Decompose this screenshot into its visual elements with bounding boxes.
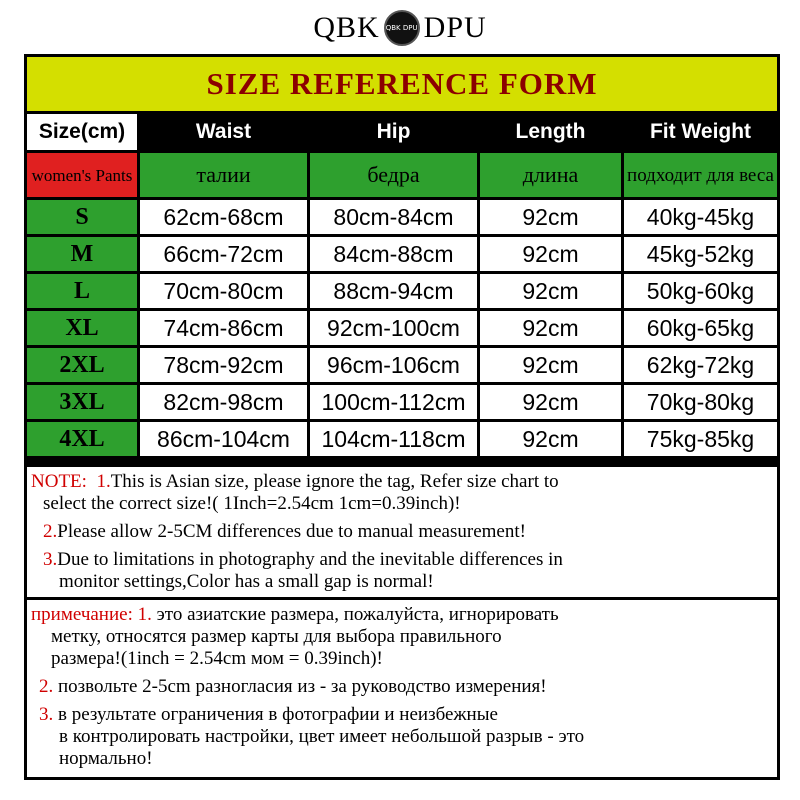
- hip-value: 96cm-106cm: [310, 348, 477, 382]
- table-row: [27, 348, 777, 382]
- size-label: 2XL: [27, 348, 137, 382]
- header-size: Size(cm): [27, 114, 137, 150]
- length-value: 92cm: [480, 274, 621, 308]
- hip-value: 104cm-118cm: [310, 422, 477, 456]
- hip-value: 80cm-84cm: [310, 200, 477, 234]
- table-row: [27, 237, 777, 271]
- ru-note-2-line: [39, 676, 547, 698]
- size-label: 4XL: [27, 422, 137, 456]
- ru-note-1-line-a: [31, 604, 559, 626]
- table-row: [27, 274, 777, 308]
- note-1-num: 1.: [96, 471, 111, 492]
- weight-value: 60kg-65kg: [624, 311, 777, 345]
- size-label: 3XL: [27, 385, 137, 419]
- hip-value: 92cm-100cm: [310, 311, 477, 345]
- ru-note-3-num: 3.: [39, 704, 54, 725]
- russian-notes: [27, 600, 777, 777]
- title-banner: [27, 57, 777, 111]
- note-label: NOTE:: [31, 471, 87, 492]
- hip-value: 100cm-112cm: [310, 385, 477, 419]
- size-chart-frame: [24, 54, 780, 780]
- note-1-text-a: This is Asian size, please ignore the tag, Refer size chart to: [110, 471, 559, 492]
- length-value: 92cm: [480, 385, 621, 419]
- ru-note-label: примечание: 1.: [31, 604, 152, 625]
- length-value: 92cm: [480, 422, 621, 456]
- size-label: XL: [27, 311, 137, 345]
- header-row: [27, 114, 777, 150]
- waist-value: 74cm-86cm: [140, 311, 307, 345]
- note-1-line-a: [31, 471, 559, 493]
- header-waist: Waist: [140, 114, 307, 150]
- ru-note-1-text-a: это азиатские размера, пожалуйста, игнорировать: [156, 604, 559, 625]
- ru-note-3-text-b: в контролировать настройки, цвет имеет небольшой разрыв - это: [59, 726, 585, 747]
- page-title: SIZE REFERENCE FORM: [206, 66, 598, 101]
- subheader-length: длина: [480, 153, 621, 197]
- brand-logo-icon: [384, 10, 420, 46]
- table-row: [27, 200, 777, 234]
- ru-note-1-text-c: размера!(1inch = 2.54cm мом = 0.39inch)!: [51, 648, 383, 669]
- weight-value: 62kg-72kg: [624, 348, 777, 382]
- note-3-text-b: monitor settings,Color has a small gap is normal!: [59, 571, 434, 592]
- subheader-weight: подходит для веса: [624, 153, 777, 197]
- note-2-line: [43, 521, 526, 543]
- size-label: L: [27, 274, 137, 308]
- subheader-pants: women's Pants: [27, 153, 137, 197]
- ru-note-3-line-a: [39, 704, 498, 726]
- waist-value: 62cm-68cm: [140, 200, 307, 234]
- english-notes: [27, 467, 777, 597]
- weight-value: 75kg-85kg: [624, 422, 777, 456]
- note-2-num: 2.: [43, 521, 58, 542]
- header-weight: Fit Weight: [624, 114, 777, 150]
- length-value: 92cm: [480, 237, 621, 271]
- ru-note-2-num: 2.: [39, 676, 54, 697]
- weight-value: 40kg-45kg: [624, 200, 777, 234]
- hip-value: 84cm-88cm: [310, 237, 477, 271]
- waist-value: 70cm-80cm: [140, 274, 307, 308]
- brand-right-text: DPU: [423, 11, 487, 44]
- waist-value: 78cm-92cm: [140, 348, 307, 382]
- note-2-text: Please allow 2-5CM differences due to manual measurement!: [57, 521, 526, 542]
- header-length: Length: [480, 114, 621, 150]
- brand-header: [0, 10, 800, 46]
- ru-note-3-text-c: нормально!: [59, 748, 153, 769]
- weight-value: 45kg-52kg: [624, 237, 777, 271]
- waist-value: 66cm-72cm: [140, 237, 307, 271]
- length-value: 92cm: [480, 200, 621, 234]
- subheader-row: [27, 153, 777, 197]
- weight-value: 70kg-80kg: [624, 385, 777, 419]
- length-value: 92cm: [480, 348, 621, 382]
- subheader-waist: талии: [140, 153, 307, 197]
- logo-text: QBK DPU: [385, 24, 418, 32]
- subheader-hip: бедра: [310, 153, 477, 197]
- note-3-text-a: Due to limitations in photography and the inevitable differences in: [57, 549, 563, 570]
- table-row: [27, 311, 777, 345]
- ru-note-3-text-a: в результате ограничения в фотографии и неизбежные: [58, 704, 498, 725]
- length-value: 92cm: [480, 311, 621, 345]
- table-row: [27, 422, 777, 456]
- brand-left-text: QBK: [313, 11, 380, 44]
- note-3-num: 3.: [43, 549, 58, 570]
- waist-value: 86cm-104cm: [140, 422, 307, 456]
- table-row: [27, 385, 777, 419]
- ru-note-1-text-b: метку, относятся размер карты для выбора правильного: [51, 626, 502, 647]
- note-1-text-b: select the correct size!( 1Inch=2.54cm 1cm=0.39inch)!: [43, 493, 461, 514]
- waist-value: 82cm-98cm: [140, 385, 307, 419]
- hip-value: 88cm-94cm: [310, 274, 477, 308]
- ru-note-2-text: позвольте 2-5cm разногласия из - за руководство измерения!: [58, 676, 547, 697]
- weight-value: 50kg-60kg: [624, 274, 777, 308]
- header-hip: Hip: [310, 114, 477, 150]
- size-label: S: [27, 200, 137, 234]
- note-3-line-a: [43, 549, 563, 571]
- size-label: M: [27, 237, 137, 271]
